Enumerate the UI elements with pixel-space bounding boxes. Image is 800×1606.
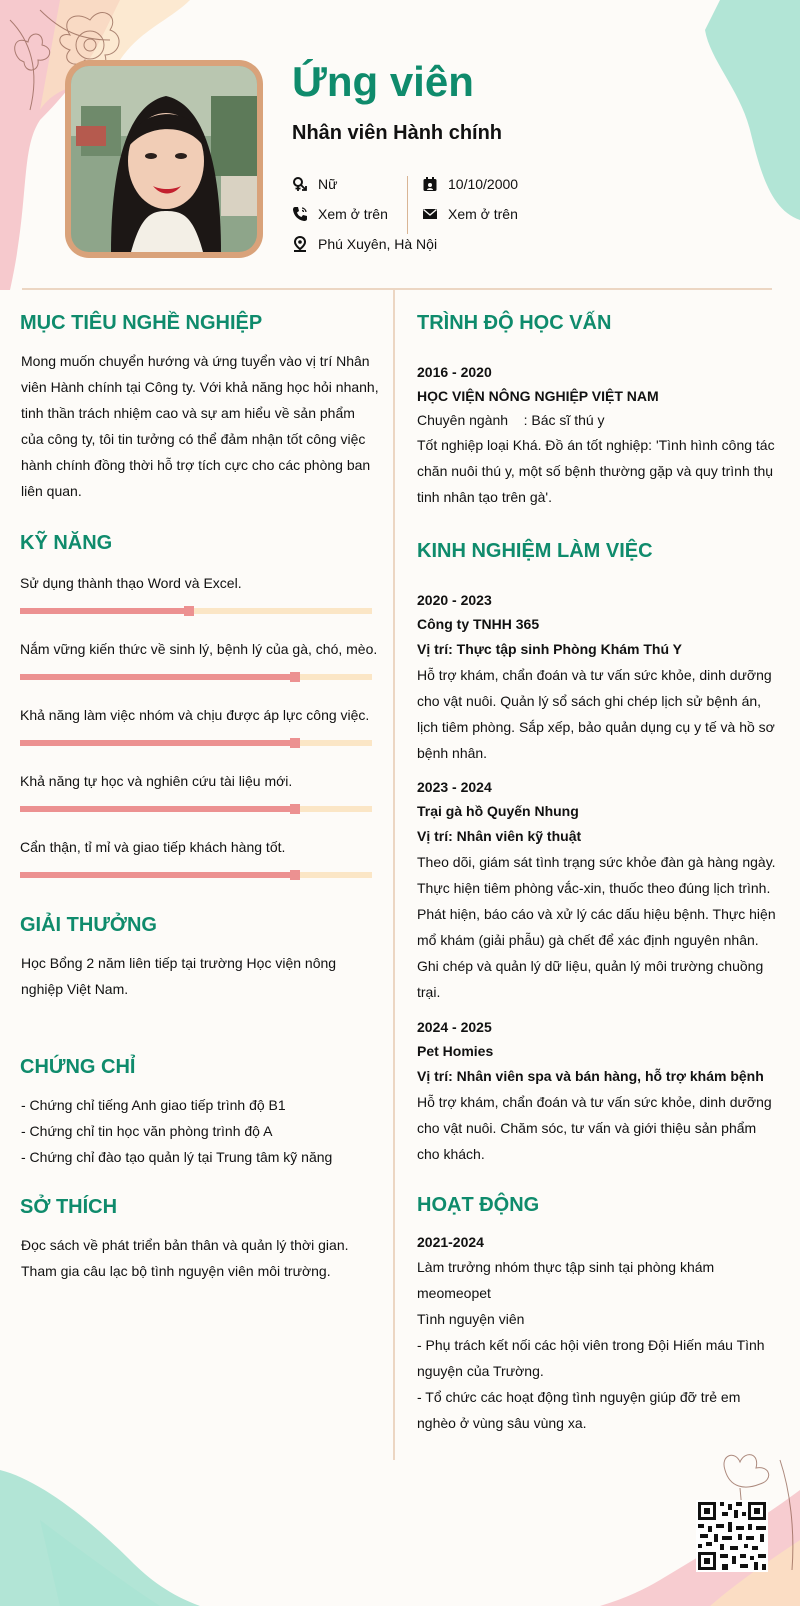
- text-line: viên Hành chính tại Công ty. Với khả năng học hỏi nhanh,: [21, 379, 379, 395]
- education-date: 2016 - 2020: [417, 364, 492, 380]
- gender-icon: [292, 176, 308, 192]
- text-line: Đọc sách về phát triển bản thân và quản lý thời gian.: [21, 1237, 349, 1253]
- activities-entry: [417, 1230, 777, 1436]
- skill-bar: [20, 806, 372, 812]
- skill-bar-knob: [184, 606, 194, 616]
- text-line: của công ty, tôi tin tưởng có thể đảm nhận tốt công việc: [21, 431, 366, 447]
- skill-bar: [20, 674, 372, 680]
- address-value: Phú Xuyên, Hà Nội: [318, 236, 438, 252]
- text-line: trại.: [417, 984, 441, 1000]
- skill-bar: [20, 872, 372, 878]
- list-item: - Chứng chỉ đào tạo quản lý tại Trung tâm kỹ năng: [21, 1149, 333, 1165]
- text-line: tinh nhân tạo trên gà'.: [417, 489, 552, 505]
- list-item: - Chứng chỉ tiếng Anh giao tiếp trình độ B1: [21, 1097, 286, 1113]
- text-line: Tham gia câu lạc bộ tình nguyện viên môi trường.: [21, 1263, 331, 1279]
- text-line: bệnh nhân.: [417, 745, 488, 761]
- text-line: - Tổ chức các hoạt động tình nguyện giúp đỡ trẻ em: [417, 1389, 741, 1405]
- column-divider: [393, 290, 395, 1460]
- watercolor-decoration-bottom-left: [0, 1460, 230, 1606]
- awards-title: GIẢI THƯỞNG: [20, 914, 157, 936]
- skill-bar-fill: [20, 740, 295, 746]
- education-school: HỌC VIỆN NÔNG NGHIỆP VIỆT NAM: [417, 388, 659, 404]
- skill-bar-fill: [20, 806, 295, 812]
- text-line: Hỗ trợ khám, chẩn đoán và tư vấn sức khỏe, dinh dưỡng: [417, 667, 772, 683]
- skill-bar-knob: [290, 804, 300, 814]
- skill-bar-knob: [290, 672, 300, 682]
- text-line: Phát hiện, báo cáo và xử lý các dấu hiệu bệnh. Thực hiện: [417, 906, 776, 922]
- text-line: Ghi chép và quản lý dữ liệu, quản lý môi trường chuồng: [417, 958, 764, 974]
- text-line: mổ khám (giải phẫu) gà chết để xác định nguyên nhân.: [417, 932, 759, 948]
- phone-icon: [292, 206, 308, 222]
- text-line: hành chính đồng thời hỗ trợ tích cực cho các phòng ban: [21, 457, 371, 473]
- text-line: cho vật nuôi. Chăm sóc, tư vấn và giới thiệu sản phẩm: [417, 1120, 757, 1136]
- email-value: Xem ở trên: [448, 206, 518, 222]
- text-line: nguyện của Trường.: [417, 1363, 544, 1379]
- qr-code[interactable]: [696, 1500, 768, 1572]
- experience-date: 2024 - 2025: [417, 1019, 492, 1035]
- skill-label: Sử dụng thành thạo Word và Excel.: [20, 575, 242, 591]
- birthdate-info: [422, 176, 518, 192]
- education-entry: [417, 360, 777, 510]
- experience-role: Vị trí: Nhân viên kỹ thuật: [417, 828, 582, 844]
- gender-info: [292, 176, 337, 192]
- text-line: tinh thần trách nhiệm cao và sự am hiểu về sản phẩm: [21, 405, 355, 421]
- experience-entry: [417, 1015, 777, 1167]
- text-line: Tốt nghiệp loại Khá. Đồ án tốt nghiệp: 'Tình hình công tác: [417, 437, 775, 453]
- text-line: nghiệp Việt Nam.: [21, 981, 129, 997]
- experience-entry: [417, 775, 777, 1005]
- text-line: Hỗ trợ khám, chẩn đoán và tư vấn sức khỏe, dinh dưỡng: [417, 1094, 772, 1110]
- text-line: meomeopet: [417, 1285, 491, 1301]
- text-line: Mong muốn chuyển hướng và ứng tuyển vào vị trí Nhân: [21, 353, 370, 369]
- activities-date: 2021-2024: [417, 1234, 484, 1250]
- hobbies-text: [21, 1232, 381, 1284]
- skill-label: Cẩn thận, tỉ mỉ và giao tiếp khách hàng tốt.: [20, 839, 286, 855]
- candidate-name: Ứng viên: [292, 58, 474, 105]
- email-info: [422, 206, 518, 222]
- text-line: - Phụ trách kết nối các hội viên trong Đội Hiến máu Tình: [417, 1337, 765, 1353]
- certificates-list: [21, 1092, 381, 1170]
- experience-role: Vị trí: Thực tập sinh Phòng Khám Thú Y: [417, 641, 682, 657]
- text-line: Tình nguyện viên: [417, 1311, 525, 1327]
- skill-label: Nắm vững kiến thức về sinh lý, bệnh lý của gà, chó, mèo.: [20, 641, 378, 657]
- text-line: chăn nuôi thú y, một số bệnh thường gặp và quy trình thụ: [417, 463, 774, 479]
- address-info: [292, 236, 437, 252]
- hobbies-title: SỞ THÍCH: [20, 1196, 118, 1218]
- skill-bar-knob: [290, 738, 300, 748]
- awards-text: [21, 950, 381, 1002]
- text-line: nghèo ở vùng sâu vùng xa.: [417, 1415, 587, 1431]
- gender-value: Nữ: [318, 176, 338, 192]
- education-title: TRÌNH ĐỘ HỌC VẤN: [417, 312, 612, 334]
- text-line: Thực hiện tiêm phòng vắc-xin, thuốc theo đúng lịch trình.: [417, 880, 771, 896]
- career-objective-text: [21, 348, 381, 504]
- certificates-title: CHỨNG CHỈ: [20, 1056, 136, 1078]
- calendar-icon: [422, 176, 438, 192]
- text-line: Theo dõi, giám sát tình trạng sức khỏe đàn gà hàng ngày.: [417, 854, 776, 870]
- experience-company: Trại gà hồ Quyến Nhung: [417, 803, 579, 819]
- text-line: lịch tiêm phòng. Sắp xếp, bảo quản dụng cụ y tế và hồ sơ: [417, 719, 775, 735]
- birthdate-value: 10/10/2000: [448, 176, 519, 192]
- header-divider: [22, 288, 772, 290]
- skill-bar-fill: [20, 674, 295, 680]
- skill-bar-fill: [20, 608, 189, 614]
- phone-info: [292, 206, 388, 222]
- experience-date: 2020 - 2023: [417, 592, 492, 608]
- experience-entry: [417, 588, 777, 766]
- education-major: Chuyên ngành : Bác sĩ thú y: [417, 412, 605, 428]
- location-icon: [292, 236, 308, 252]
- skill-label: Khả năng tự học và nghiên cứu tài liệu mới.: [20, 773, 293, 789]
- experience-role: Vị trí: Nhân viên spa và bán hàng, hỗ trợ khám bệnh: [417, 1068, 764, 1084]
- skills-title: KỸ NĂNG: [20, 532, 113, 554]
- career-objective-title: MỤC TIÊU NGHỀ NGHIỆP: [20, 312, 263, 334]
- skill-bar-knob: [290, 870, 300, 880]
- text-line: Làm trưởng nhóm thực tập sinh tại phòng khám: [417, 1259, 715, 1275]
- activities-title: HOẠT ĐỘNG: [417, 1194, 540, 1216]
- text-line: cho khách.: [417, 1146, 485, 1162]
- experience-date: 2023 - 2024: [417, 779, 492, 795]
- profile-photo: [71, 66, 257, 252]
- header: [0, 0, 800, 290]
- text-line: Học Bổng 2 năm liên tiếp tại trường Học viện nông: [21, 955, 337, 971]
- skill-bar: [20, 608, 372, 614]
- phone-value: Xem ở trên: [318, 206, 388, 222]
- experience-title: KINH NGHIỆM LÀM VIỆC: [417, 540, 653, 562]
- text-line: liên quan.: [21, 483, 82, 499]
- experience-company: Công ty TNHH 365: [417, 616, 540, 632]
- profile-photo-frame: [65, 60, 263, 258]
- skill-bar-fill: [20, 872, 295, 878]
- text-line: cho vật nuôi. Quản lý sổ sách ghi chép lịch sử bệnh án,: [417, 693, 762, 709]
- email-icon: [422, 206, 438, 222]
- skill-bar: [20, 740, 372, 746]
- list-item: - Chứng chỉ tin học văn phòng trình độ A: [21, 1123, 273, 1139]
- skill-label: Khả năng làm việc nhóm và chịu được áp lực công việc.: [20, 707, 370, 723]
- info-divider: [407, 176, 408, 234]
- experience-company: Pet Homies: [417, 1043, 494, 1059]
- avatar: [71, 66, 257, 252]
- job-title: Nhân viên Hành chính: [292, 122, 503, 144]
